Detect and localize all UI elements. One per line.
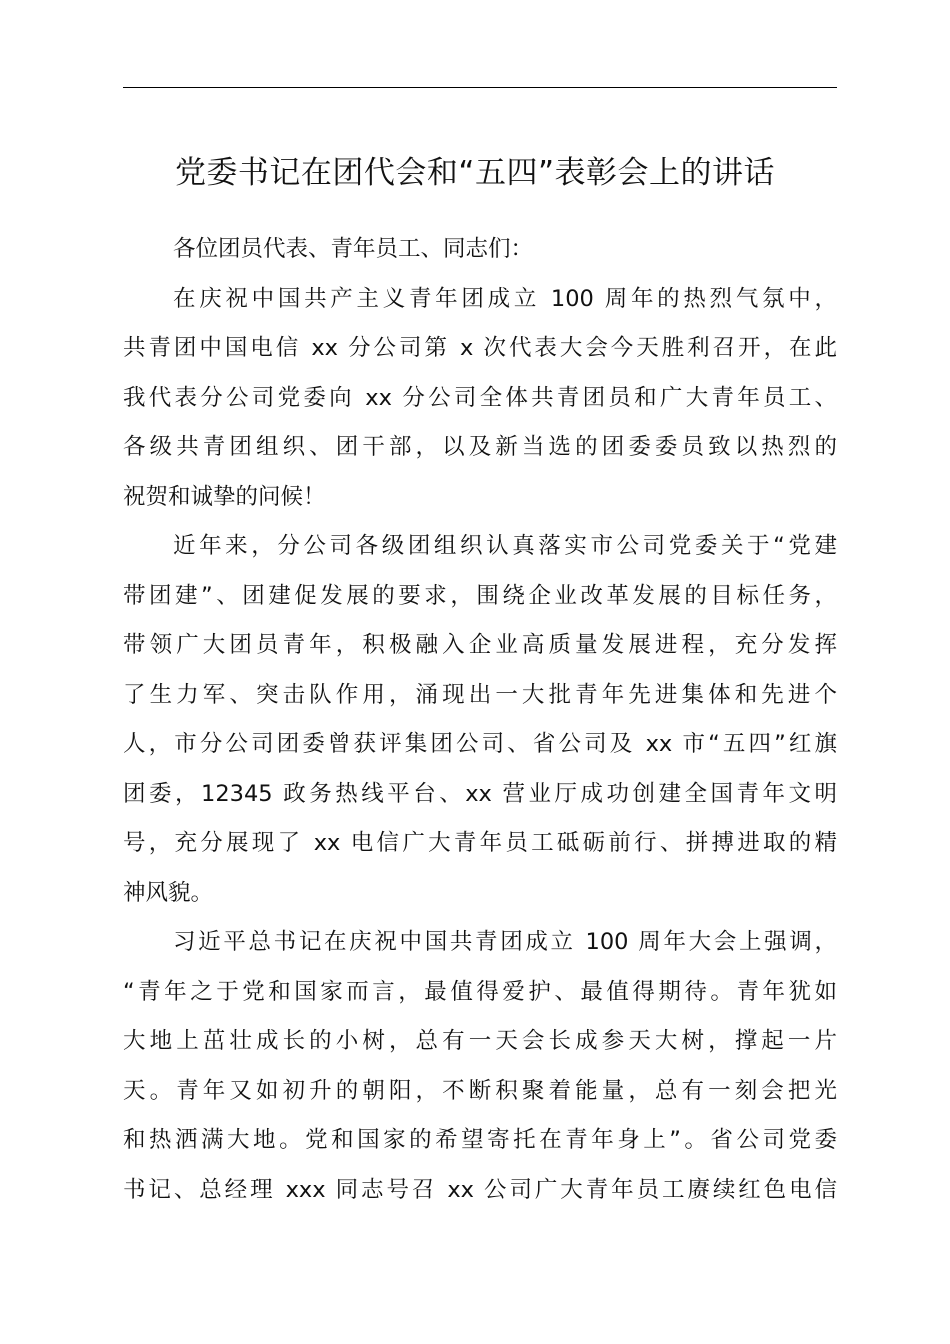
document-body <box>123 225 837 1215</box>
salutation-line: 各位团员代表、青年员工、同志们： <box>173 236 534 262</box>
paragraph-line: 了生力军、突击队作用，涌现出一大批青年先进集体和先进个 <box>123 681 837 708</box>
paragraph-line: 带团建”、团建促发展的要求，围绕企业改革发展的目标任务， <box>123 582 837 609</box>
paragraph-line: 天。青年又如初升的朝阳，不断积聚着能量，总有一刻会把光 <box>123 1077 837 1104</box>
paragraph-line: 近年来，分公司各级团组织认真落实市公司党委关于“党建 <box>173 533 837 559</box>
paragraph-line: 和热洒满大地。党和国家的希望寄托在青年身上”。省公司党委 <box>123 1127 837 1153</box>
document-title: 党委书记在团代会和“五四”表彰会上的讲话 <box>174 155 776 191</box>
paragraph-line: 团委，12345 政务热线平台、xx 营业厅成功创建全国青年文明 <box>123 780 837 807</box>
header-rule <box>123 87 837 88</box>
paragraph-line: 我代表分公司党委向 xx 分公司全体共青团员和广大青年员工、 <box>123 384 837 411</box>
paragraph-line: 书记、总经理 xxx 同志号召 xx 公司广大青年员工赓续红色电信 <box>123 1176 837 1203</box>
paragraph-line: 在庆祝中国共产主义青年团成立 100 周年的热烈气氛中， <box>173 285 837 312</box>
paragraph-line: 神风貌。 <box>123 879 214 906</box>
paragraph-line: 大地上茁壮成长的小树，总有一天会长成参天大树，撑起一片 <box>123 1028 837 1054</box>
paragraph-line: 习近平总书记在庆祝中国共青团成立 100 周年大会上强调， <box>173 929 837 955</box>
paragraph-line: 共青团中国电信 xx 分公司第 x 次代表大会今天胜利召开，在此 <box>123 335 837 361</box>
paragraph-line: 祝贺和诚挚的问候！ <box>123 483 326 510</box>
paragraph-line: 带领广大团员青年，积极融入企业高质量发展进程，充分发挥 <box>123 632 837 658</box>
paragraph-line: “青年之于党和国家而言，最值得爱护、最值得期待。青年犹如 <box>123 978 837 1005</box>
paragraph-line: 号，充分展现了 xx 电信广大青年员工砥砺前行、拼搏进取的精 <box>123 830 837 856</box>
paragraph-line: 人，市分公司团委曾获评集团公司、省公司及 xx 市“五四”红旗 <box>123 731 837 757</box>
paragraph-line: 各级共青团组织、团干部，以及新当选的团委委员致以热烈的 <box>123 434 837 460</box>
